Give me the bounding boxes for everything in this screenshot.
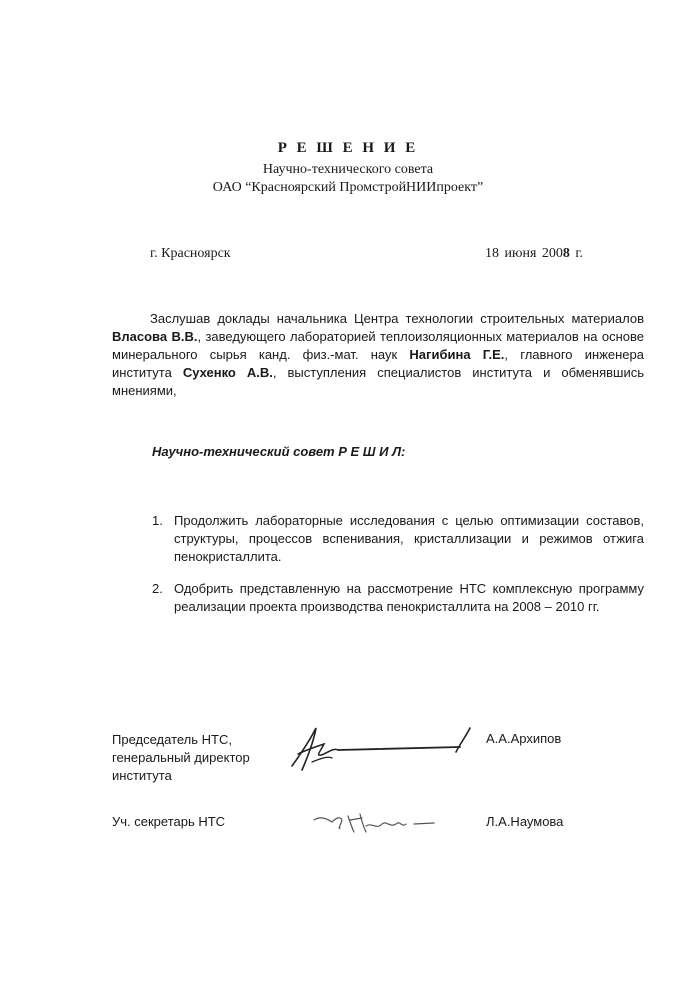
secretary-signature — [310, 806, 440, 842]
intro-paragraph — [112, 310, 644, 400]
intro-line-4: института Сухенко А.В., выступления специалистов института и обменявшись — [112, 365, 644, 380]
chairman-title: Председатель НТС, генеральный директор института — [112, 732, 250, 783]
decision-text: Одобрить представленную на рассмотрение НТС комплексную программу реализации проекта производства пенокристаллита на 2008 – 2010 гг. — [174, 581, 644, 614]
intro-line-5: мнениями, — [112, 383, 177, 398]
document-subtitle-council: Научно-технического совета — [262, 162, 434, 177]
secretary-title: Уч. секретарь НТС — [112, 814, 226, 829]
intro-line-3: минерального сырья канд. физ.-мат. наук Нагибина Г.Е., главного инженера — [112, 347, 644, 362]
decision-list — [150, 512, 644, 630]
date-year-digit: 8 — [562, 246, 570, 261]
decision-text: Продолжить лабораторные исследования с целью оптимизации составов, структуры, процессов вспенивания, кристаллизации и режимов отжига пенокристаллита. — [174, 513, 644, 564]
decision-number: 2. — [152, 581, 163, 596]
date-day-month: 18 июня 200 — [485, 246, 563, 261]
intro-line-1: Заслушав доклады начальника Центра технологии строительных материалов — [150, 311, 644, 326]
secretary-name: Л.А.Наумова — [486, 814, 564, 829]
date-suffix: г. — [569, 246, 584, 261]
chairman-name: А.А.Архипов — [486, 731, 562, 746]
document-date — [485, 246, 583, 262]
document-title: Р Е Ш Е Н И Е — [277, 140, 419, 156]
decision-item — [150, 512, 644, 566]
decision-heading: Научно-технический совет Р Е Ш И Л: — [152, 444, 406, 459]
speaker-sukhenko: Сухенко А.В. — [182, 365, 273, 380]
decision-item — [150, 580, 644, 616]
intro-line-2: Власова В.В., заведующего лабораторией теплоизоляционных материалов на основе — [112, 329, 644, 344]
chairman-signature — [284, 722, 484, 780]
speaker-vlasov: Власова В.В. — [112, 329, 198, 344]
document-subtitle-organization: ОАО “Красноярский ПромстройНИИпроект” — [212, 180, 484, 195]
speaker-nagibin: Нагибина Г.Е. — [409, 347, 505, 362]
city: г. Красноярск — [150, 246, 231, 261]
decision-number: 1. — [152, 513, 163, 528]
